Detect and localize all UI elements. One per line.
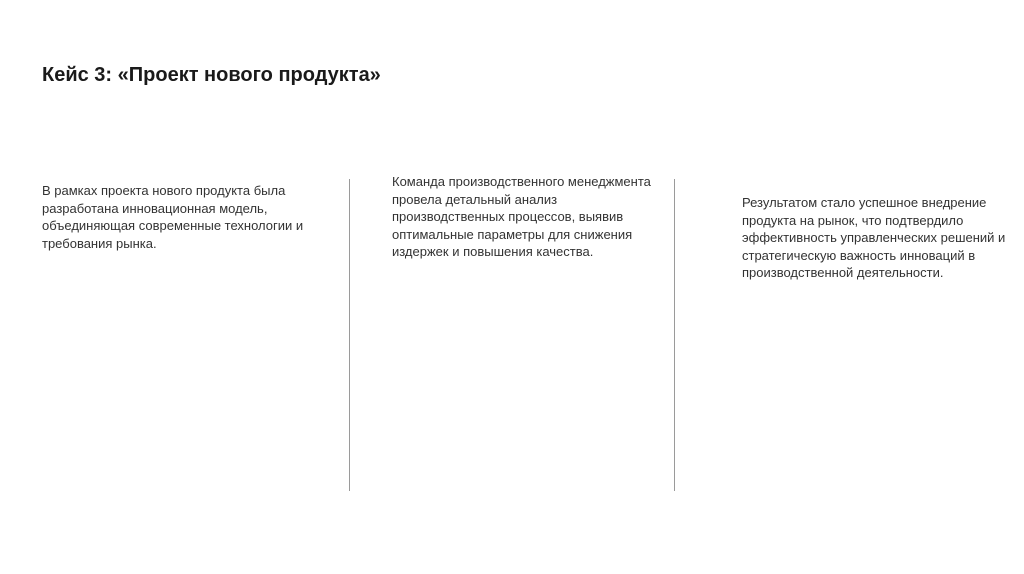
column-divider-2 (674, 179, 675, 491)
column-divider-1 (349, 179, 350, 491)
column-text-3: Результатом стало успешное внедрение продукта на рынок, что подтвердило эффективность управленческих решений и стратегическую важность инноваций в производственной деятельности. (742, 195, 1006, 280)
column-text-1: В рамках проекта нового продукта была разработана инновационная модель, объединяющая современные технологии и требования рынка. (42, 183, 304, 251)
column-text-2: Команда производственного менеджмента провела детальный анализ производственных процессов, выявив оптимальные параметры для снижения издержек и повышения качества. (392, 174, 651, 259)
slide-title: Кейс 3: «Проект нового продукта» (42, 64, 381, 86)
